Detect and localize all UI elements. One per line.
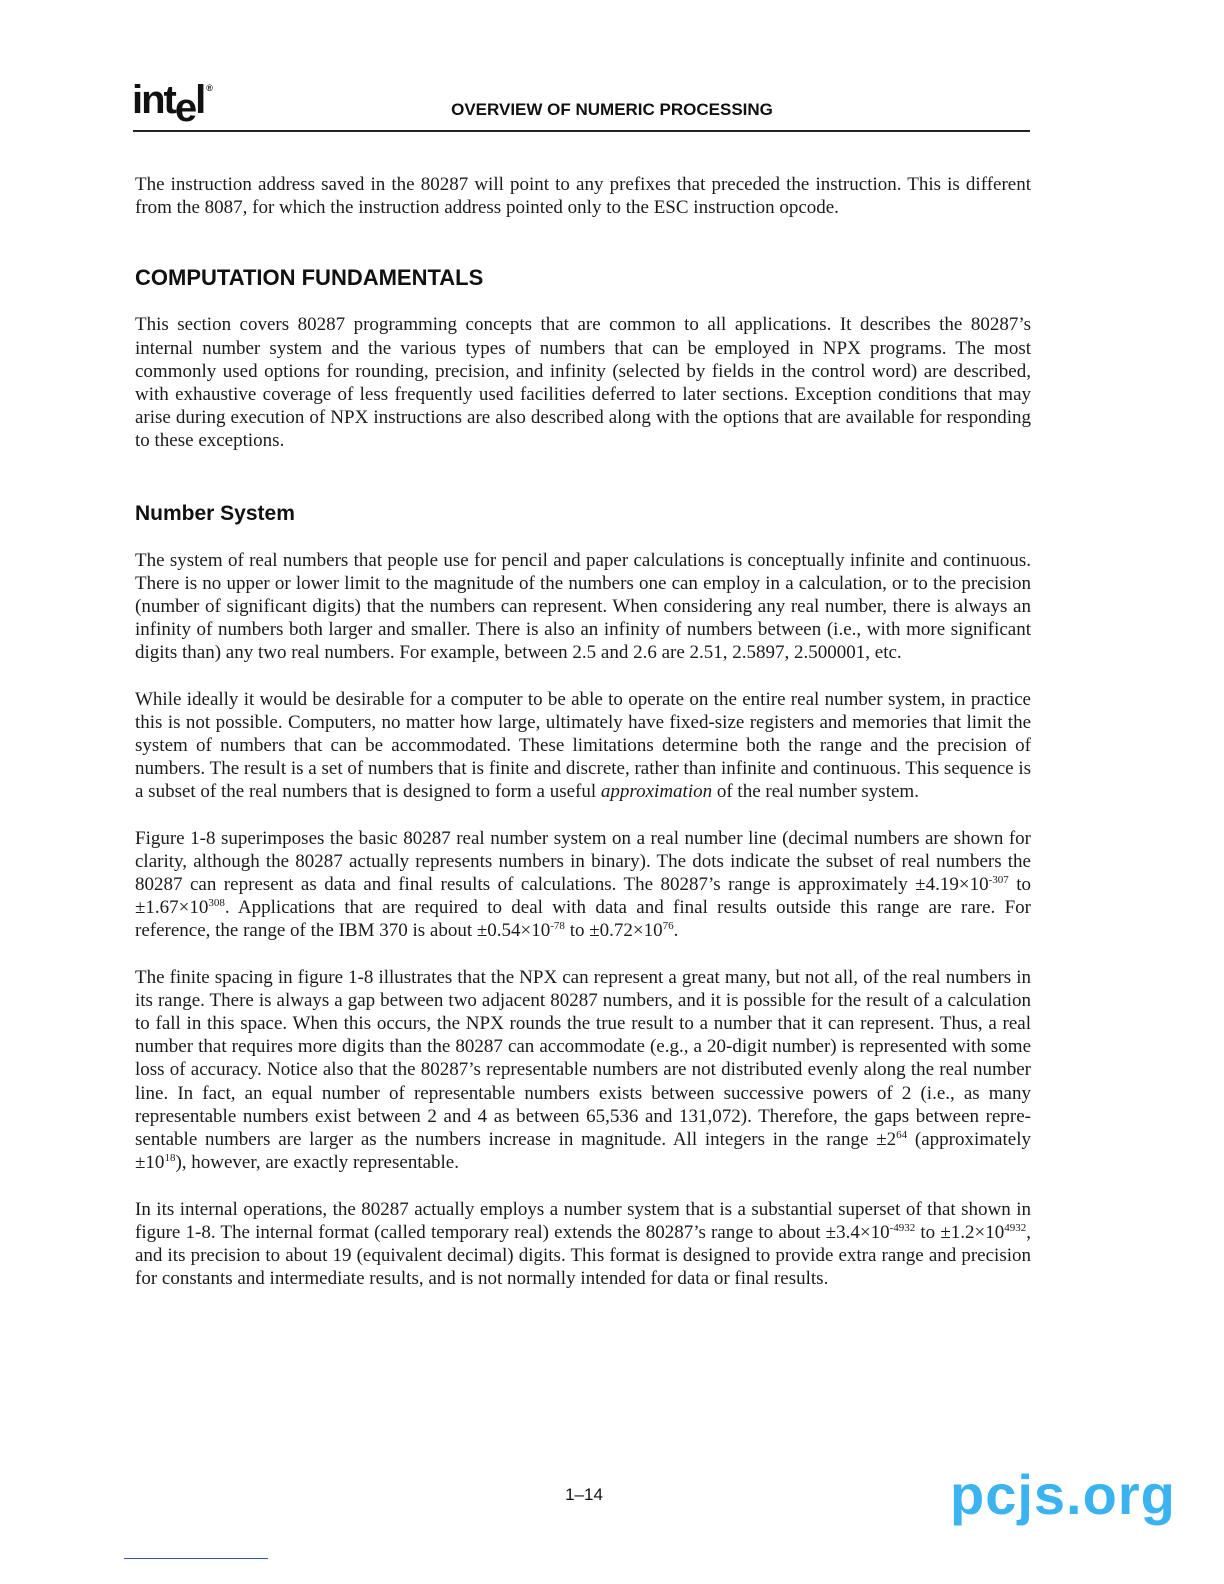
number-system-paragraph-2: While ideally it would be desirable for a computer to be able to operate on the entire real number system, in practice this is not possible. Computers, no matter how large, ultimately have fixed-size registers and memories that limit the system of numbers that can be accommodated. These limitations determine both the range and the precision of numbers. The result is a set of numbers that is finite and discrete, rather than infinite and continuous. This sequence is a subset of the real numbers that is designed to form a useful approximation of the real number system.	[135, 688, 1031, 803]
computation-paragraph: This section covers 80287 programming concepts that are common to all applications. It describes the 80287’s internal number system and the various types of numbers that can be employed in NPX programs. The most commonly used options for rounding, precision, and infinity (selected by fields in the control word) are described, with exhaustive coverage of less frequently used facilities deferred to later sections. Exception conditions that may arise during execution of NPX instructions are also described along with the options that are available for responding to these exceptions.	[135, 314, 1031, 452]
section-heading-computation: COMPUTATION FUNDAMENTALS	[135, 265, 484, 291]
pcjs-watermark: pcjs.org	[950, 1463, 1176, 1526]
number-system-paragraph-1: The system of real numbers that people use for pencil and paper calculations is conceptually infinite and continuous. There is no upper or lower limit to the magnitude of the numbers one can employ in a calculation, or to the precision (number of significant digits) that the numbers can represent. When considering any real number, there is always an infinity of numbers both larger and smaller. There is also an infinity of numbers between (i.e., with more significant digits than) any two real numbers. For example, between 2.5 and 2.6 are 2.51, 2.5897, 2.500001, etc.	[135, 549, 1031, 664]
bottom-link-underline	[124, 1558, 268, 1559]
page-number: 1–14	[565, 1485, 603, 1504]
intro-paragraph: The instruction address saved in the 80287 will point to any prefixes that preceded the instruction. This is different from the 8087, for which the instruction address pointed only to the ESC instruction opcode.	[135, 174, 1031, 219]
running-head-title: OVERVIEW OF NUMERIC PROCESSING	[451, 100, 773, 119]
intel-logo: intel ®	[132, 78, 211, 130]
subsection-heading-number-system: Number System	[135, 501, 295, 525]
page-content	[135, 173, 1031, 1290]
number-system-paragraph-4: The finite spacing in figure 1-8 illustrates that the NPX can represent a great many, but not all, of the real numbers in its range. There is always a gap between two adjacent 80287 numbers, and it is possible for the result of a calculation to fall in this space. When this occurs, the NPX rounds the true result to a number that it can represent. Thus, a real number that requires more digits than the 80287 can accommodate (e.g., a 20-digit number) is represented with some loss of accuracy. Notice also that the 80287’s representable numbers are not distributed evenly along the real number line. In fact, an equal number of representable numbers exists between successive powers of 2 (i.e., as many representable numbers exist between 2 and 4 as between 65,536 and 131,072). Therefore, the gaps between repre-sentable numbers are larger as the numbers increase in magnitude. All integers in the range $\pm 2^{64}$ (approximately $\pm 10^{18}$), however, are exactly representable.	[135, 966, 1031, 1174]
emphasis-approximation: approximation	[600, 781, 713, 803]
number-system-paragraph-5: In its internal operations, the 80287 actually employs a number system that is a substantial superset of that shown in figure 1-8. The internal format (called temporary real) extends the 80287’s range to about $\pm 3.4\times 10^{-4932}$ to $\pm 1.2\times 10^{4932}$, and its precision to about 19 (equivalent decimal) digits. This format is designed to provide extra range and precision for constants and intermediate results, and is not normally intended for data or final results.	[135, 1198, 1031, 1290]
header-rule	[133, 130, 1030, 132]
number-system-paragraph-3: Figure 1-8 superimposes the basic 80287 real number system on a real number line (decimal numbers are shown for clarity, although the 80287 actually represents numbers in binary). The dots indicate the subset of real numbers the 80287 can represent as data and final results of calculations. The 80287’s range is approximately $\pm 4.19\times 10^{-307}$ to $\pm 1.67\times 10^{308}$. Applications that are required to deal with data and final results outside this range are rare. For reference, the range of the IBM 370 is about $\pm 0.54\times 10^{-78}$ to $\pm 0.72\times 10^{76}$.	[135, 827, 1031, 942]
